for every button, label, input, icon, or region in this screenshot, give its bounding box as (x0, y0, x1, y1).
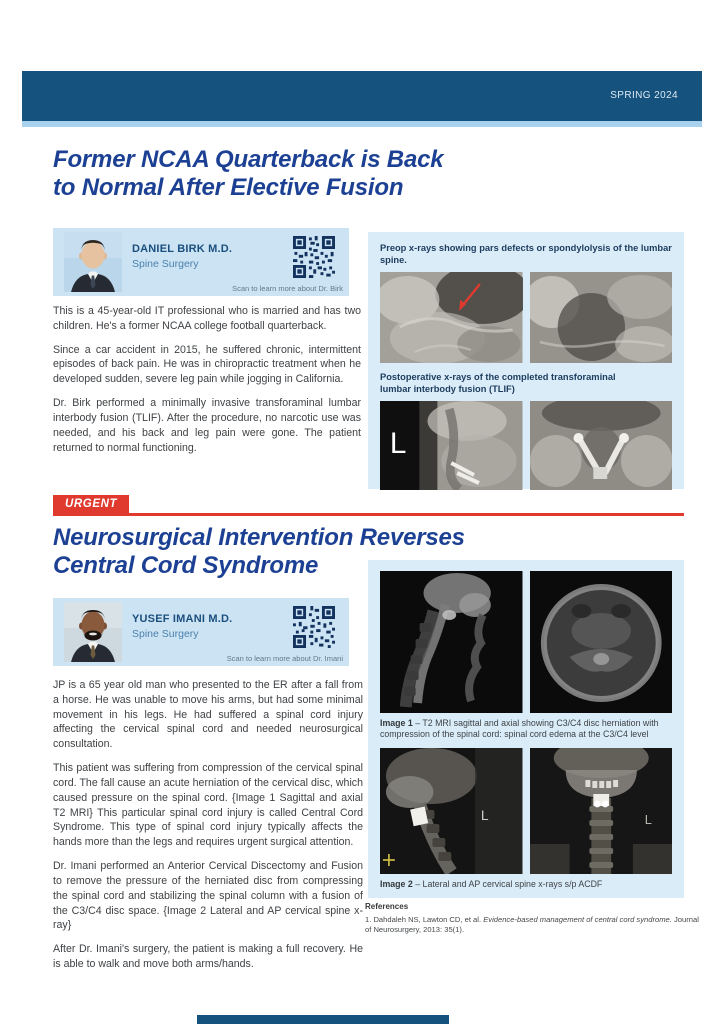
doctor-photo-birk (64, 232, 122, 292)
article1-paragraph: Dr. Birk performed a minimally invasive transforaminal lumbar interbody fusion (TLIF). After the procedure, no narcotic use was needed, and his back and leg pain were gone. The patient returned to normal functioning. (53, 397, 361, 454)
article2-title-line2: Central Cord Syndrome (53, 552, 319, 580)
qr-code-birk (293, 236, 335, 278)
urgent-divider (53, 494, 684, 516)
svg-text:L: L (389, 427, 407, 461)
references-heading: References (365, 902, 409, 911)
article1-body (53, 304, 361, 464)
preop-xray-oblique (530, 272, 673, 363)
article2-paragraph: This patient was suffering from compression of the cervical spinal cord. The fall cause an acute herniation of the cervical disc, which caused pressure on the spinal cord. {Image 1 Sagittal and axial T2 MRI} This particular spinal cord injury is called Central Cord Syndrome. This type of spinal cord injury typically affects the hands more than the legs and requires urgent surgical attention. (53, 762, 363, 849)
doctor-imani-portrait (64, 602, 122, 662)
doctor-card-imani (53, 598, 349, 666)
article1-paragraph: Since a car accident in 2015, he suffered chronic, intermittent episodes of back pain. He was in chiropractic treatment when he developed sudden, severe leg pain while jogging in California. (53, 343, 361, 386)
doctor-card-birk (53, 228, 349, 296)
image2-label: Image 2 (380, 878, 413, 889)
preop-caption: Preop x-rays showing pars defects or spondylolysis of the lumbar spine. (380, 243, 672, 265)
qr-scan-caption: Scan to learn more about Dr. Imani (226, 654, 343, 663)
article1-title-line1: Former NCAA Quarterback is Back (53, 146, 444, 173)
article2-title-line1: Neurosurgical Intervention Reverses (53, 524, 465, 551)
xray-cervical-lateral (380, 748, 523, 874)
mri-axial (530, 571, 673, 713)
postop-xray-ap (530, 401, 673, 490)
xray-cervical-ap (530, 748, 673, 874)
doctor-specialty: Spine Surgery (132, 628, 199, 640)
article1-title (53, 146, 443, 202)
mri-sagittal (380, 571, 523, 713)
doctor-name: YUSEF IMANI M.D. (132, 613, 233, 625)
article2-paragraph: After Dr. Imani's surgery, the patient is making a full recovery. He is able to walk and move both arms/hands. (53, 943, 363, 971)
article1-image-panel (368, 232, 684, 489)
article1-paragraph: This is a 45-year-old IT professional who is married and has two children. He's a former NCAA college football quarterback. (53, 305, 361, 332)
image1-label: Image 1 (380, 718, 413, 728)
article1-title-line2: to Normal After Elective Fusion (53, 174, 404, 202)
doctor-photo-imani (64, 602, 122, 662)
issue-label: SPRING 2024 (610, 90, 678, 101)
svg-text:L: L (644, 811, 652, 827)
image1-caption: Image 1 – T2 MRI sagittal and axial showing C3/C4 disc herniation with compression of the spinal cord: spinal cord edema at the C3/C4 level (380, 718, 659, 740)
reference-item: 1. Dahdaleh NS, Lawton CD, et al. Evidence-based management of central cord syndrome. Journal of Neurosurgery, 2013: 35(1). (365, 914, 699, 935)
footer-bar (197, 1015, 449, 1024)
postop-xray-lateral (380, 401, 523, 490)
svg-text:L: L (480, 806, 489, 823)
article2-image-panel (368, 560, 684, 898)
doctor-birk-portrait (64, 232, 122, 292)
doctor-specialty: Spine Surgery (132, 258, 199, 270)
article2-paragraph: Dr. Imani performed an Anterior Cervical Discectomy and Fusion to remove the pressure of the herniated disc from compressing the spinal cord and stabilizing the spinal column with a fusion of the C3/C4 disc space. {Image 2 Lateral and AP cervical spine x-ray} (53, 860, 363, 932)
preop-xray-lateral (380, 272, 523, 363)
doctor-name: DANIEL BIRK M.D. (132, 243, 233, 255)
urgent-badge: URGENT (53, 495, 129, 514)
image2-caption: Image 2 – Lateral and AP cervical spine x-rays s/p ACDF (380, 878, 603, 889)
article2-paragraph: JP is a 65 year old man who presented to the ER after a fall from a horse. He was unable to move his arms, but had some minimal movement in his legs. He had suffered a spinal cord injury affecting the cervical spinal cord and needed neurosurgical consultation. (53, 679, 363, 751)
qr-scan-caption: Scan to learn more about Dr. Birk (232, 284, 343, 293)
qr-code-imani (293, 606, 335, 648)
header-accent-strip (22, 121, 702, 127)
article2-body (53, 678, 363, 981)
references (365, 902, 700, 935)
header-bar (22, 71, 702, 121)
postop-caption: Postoperative x-rays of the completed transforaminal lumbar interbody fusion (TLIF) (380, 372, 616, 394)
